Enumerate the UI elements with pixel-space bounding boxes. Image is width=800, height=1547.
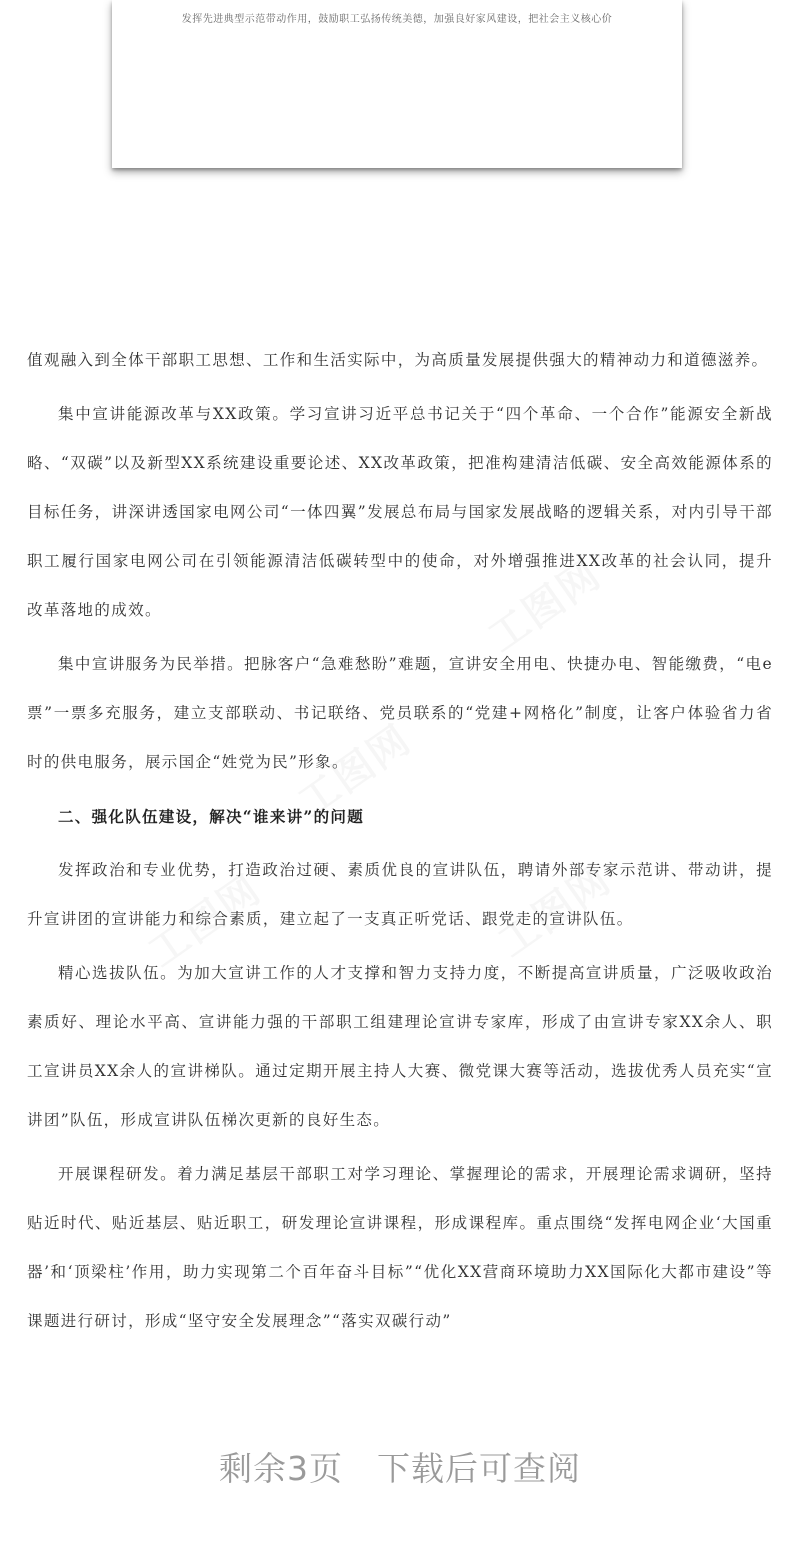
remaining-pages-notice[interactable]: 剩余3页 下载后可查阅 [219, 1449, 581, 1488]
paragraph-service: 集中宣讲服务为民举措。把脉客户“急难愁盼”难题，宣讲安全用电、快捷办电、智能缴费，“电e票”一票多充服务，建立支部联动、书记联络、党员联系的“党建+网格化”制度，让客户体验省力省时的供电服务，展示国企“姓党为民”形象。 [27, 655, 773, 771]
paragraph-continuation: 值观融入到全体干部职工思想、工作和生活实际中，为高质量发展提供强大的精神动力和道德滋养。 [27, 351, 769, 369]
paragraph-energy-reform: 集中宣讲能源改革与XX政策。学习宣讲习近平总书记关于“四个革命、一个合作”能源安全新战略、“双碳”以及新型XX系统建设重要论述、XX改革政策，把准构建清洁低碳、安全高效能源体系的目标任务，讲深讲透国家电网公司“一体四翼”发展总布局与国家发展战略的逻辑关系，对内引导干部职工履行国家电网公司在引领能源清洁低碳转型中的使命，对外增强推进XX改革的社会认同，提升改革落地的成效。 [27, 405, 773, 619]
paragraph-course-development: 开展课程研发。着力满足基层干部职工对学习理论、掌握理论的需求，开展理论需求调研，坚持贴近时代、贴近基层、贴近职工，研发理论宣讲课程，形成课程库。重点围绕“发挥电网企业‘大国重器’和‘顶梁柱’作用，助力实现第二个百年奋斗目标”“优化XX营商环境助力XX国际化大都市建设”等课题进行研讨，形成“坚守安全发展理念”“落实双碳行动” [27, 1165, 773, 1330]
section-heading: 二、强化队伍建设，解决“谁来讲”的问题 [58, 807, 365, 826]
preview-page-card [112, 0, 682, 168]
paragraph-team-selection: 精心选拔队伍。为加大宣讲工作的人才支撑和智力支持力度，不断提高宣讲质量，广泛吸收政治素质好、理论水平高、宣讲能力强的干部职工组建理论宣讲专家库，形成了由宣讲专家XX余人、职工宣讲员XX余人的宣讲梯队。通过定期开展主持人大赛、微党课大赛等活动，选拔优秀人员充实“宣讲团”队伍，形成宣讲队伍梯次更新的良好生态。 [27, 964, 773, 1129]
paragraph-team-advantage: 发挥政治和专业优势，打造政治过硬、素质优良的宣讲队伍，聘请外部专家示范讲、带动讲，提升宣讲团的宣讲能力和综合素质，建立起了一支真正听党话、跟党走的宣讲队伍。 [27, 861, 773, 928]
article-body [27, 336, 773, 1346]
preview-text-line: 发挥先进典型示范带动作用，鼓励职工弘扬传统美德，加强良好家风建设，把社会主义核心价 [181, 14, 613, 25]
